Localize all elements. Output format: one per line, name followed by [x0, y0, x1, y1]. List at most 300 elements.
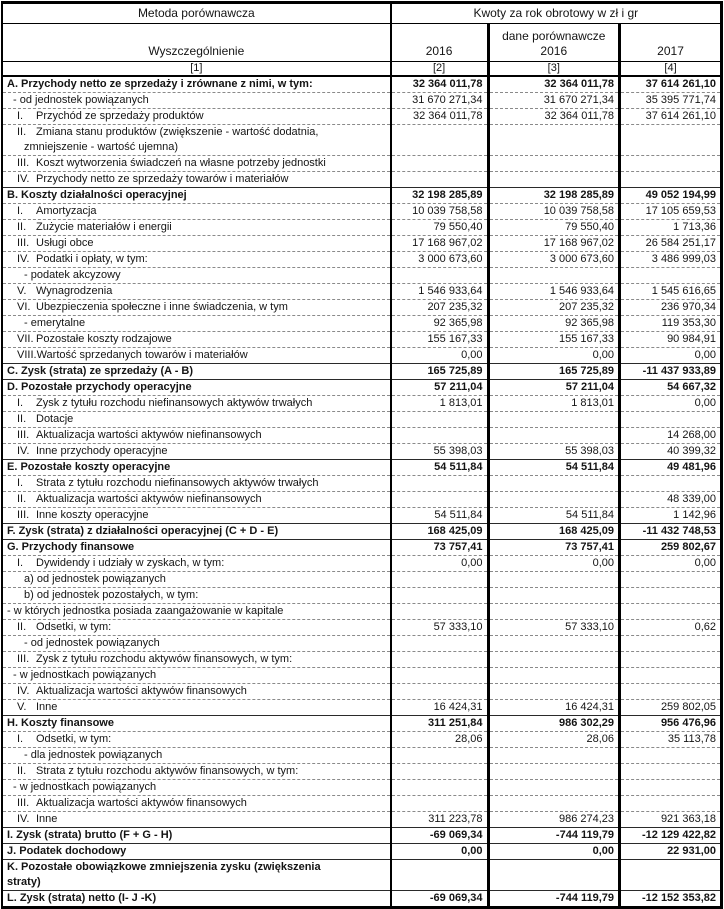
value-cell: 32 364 011,78	[391, 109, 488, 125]
value-cell: 1 813,01	[391, 396, 488, 412]
row-label-cell	[3, 604, 391, 620]
value-cell: 155 167,33	[391, 332, 488, 348]
row-label-text: Amortyzacja	[36, 205, 97, 217]
table-row	[3, 604, 720, 620]
value-cell: 986 274,23	[488, 812, 620, 828]
row-label-cell	[3, 556, 391, 572]
value-cell: 168 425,09	[391, 524, 488, 540]
row-numeral: VI.	[17, 301, 31, 313]
row-numeral: I.	[17, 557, 24, 569]
value-cell	[488, 780, 620, 796]
row-label-text: D. Pozostałe przychody operacyjne	[7, 381, 192, 393]
row-label-text: Strata z tytułu rozchodu niefinansowych aktywów trwałych	[36, 477, 319, 489]
table-row	[3, 93, 720, 109]
value-cell: 0,00	[391, 556, 488, 572]
table-row	[3, 236, 720, 252]
value-cell: -69 069,34	[391, 891, 488, 907]
row-label-cell	[3, 428, 391, 444]
value-cell: 0,00	[488, 556, 620, 572]
value-cell	[488, 668, 620, 684]
row-label-cell	[3, 636, 391, 652]
value-cell: -744 119,79	[488, 828, 620, 844]
row-label-cell	[3, 732, 391, 748]
row-label-cell	[3, 492, 391, 508]
row-label-text: Zysk z tytułu rozchodu niefinansowych aktywów trwałych	[36, 397, 313, 409]
row-numeral: IV.	[17, 813, 30, 825]
table-row	[3, 556, 720, 572]
row-label-cell	[3, 828, 391, 844]
value-cell: 79 550,40	[391, 220, 488, 236]
row-numeral: IV.	[17, 685, 30, 697]
row-label-text: Inne	[36, 701, 58, 713]
row-numeral: III.	[17, 237, 30, 249]
table-row	[3, 396, 720, 412]
row-label-cell	[3, 460, 391, 476]
value-cell: 311 223,78	[391, 812, 488, 828]
row-label-cell	[3, 796, 391, 812]
value-cell: 49 481,96	[620, 460, 720, 476]
row-label-cell	[3, 812, 391, 828]
table-row	[3, 252, 720, 268]
comparative-header-line2: 2016	[540, 44, 568, 58]
value-cell: 31 670 271,34	[488, 93, 620, 109]
value-cell: 16 424,31	[488, 700, 620, 716]
value-cell: 0,62	[620, 620, 720, 636]
value-cell: 1 546 933,64	[488, 284, 620, 300]
index-cell-1: [1]	[3, 62, 391, 77]
value-cell	[488, 796, 620, 812]
value-cell	[391, 636, 488, 652]
value-cell	[391, 125, 488, 156]
row-label-text: Podatki i opłaty, w tym:	[36, 253, 148, 265]
row-label-cell	[3, 364, 391, 380]
row-label-text: L. Zysk (strata) netto (I- J -K)	[7, 892, 157, 904]
row-label-cell	[3, 268, 391, 284]
row-numeral: III.	[17, 509, 30, 521]
value-cell: 73 757,41	[488, 540, 620, 556]
row-label-cell	[3, 396, 391, 412]
value-cell: 92 365,98	[391, 316, 488, 332]
value-cell	[391, 668, 488, 684]
value-cell	[391, 684, 488, 700]
row-label-cell	[3, 891, 391, 907]
row-label-text: Zużycie materiałów i energii	[36, 221, 172, 233]
row-label-text: G. Przychody finansowe	[7, 541, 135, 553]
value-cell	[488, 268, 620, 284]
value-cell	[391, 172, 488, 188]
row-label-text: - emerytalne	[24, 317, 86, 329]
row-numeral: III.	[17, 653, 30, 665]
value-cell	[488, 684, 620, 700]
value-cell	[620, 668, 720, 684]
value-cell: 165 725,89	[391, 364, 488, 380]
value-cell	[391, 764, 488, 780]
value-cell	[620, 780, 720, 796]
value-cell: 90 984,91	[620, 332, 720, 348]
table-row	[3, 684, 720, 700]
value-cell: 1 713,36	[620, 220, 720, 236]
row-numeral: V.	[17, 701, 27, 713]
value-cell	[620, 764, 720, 780]
value-cell: 49 052 194,99	[620, 188, 720, 204]
row-label-text: b) od jednostek pozostałych, w tym:	[24, 589, 199, 601]
value-cell	[620, 604, 720, 620]
table-row	[3, 412, 720, 428]
row-label-text: - od jednostek powiązanych	[24, 637, 160, 649]
table-row	[3, 716, 720, 732]
value-cell: 155 167,33	[488, 332, 620, 348]
value-cell: -11 432 748,53	[620, 524, 720, 540]
table-row	[3, 524, 720, 540]
row-label-text: Aktualizacja wartości aktywów niefinansowych	[36, 493, 262, 505]
row-numeral: VIII.	[17, 349, 37, 361]
row-numeral: IV.	[17, 173, 30, 185]
value-cell: 32 198 285,89	[488, 188, 620, 204]
table-row	[3, 540, 720, 556]
value-cell: 48 339,00	[620, 492, 720, 508]
value-cell: 22 931,00	[620, 844, 720, 860]
row-label-cell	[3, 508, 391, 524]
comparative-header-line1: dane porównawcze	[502, 29, 606, 43]
row-label-text: Ubezpieczenia społeczne i inne świadczenia, w tym	[36, 301, 288, 313]
value-cell: 57 211,04	[391, 380, 488, 396]
value-cell: 168 425,09	[488, 524, 620, 540]
row-label-text: - w jednostkach powiązanych	[13, 781, 157, 793]
value-cell: -744 119,79	[488, 891, 620, 907]
row-label-cell	[3, 348, 391, 364]
table-row	[3, 380, 720, 396]
row-label-cell	[3, 444, 391, 460]
row-label-cell	[3, 716, 391, 732]
value-cell	[391, 860, 488, 891]
row-label-text: Pozostałe koszty rodzajowe	[36, 333, 172, 345]
table-row	[3, 700, 720, 716]
table-row	[3, 844, 720, 860]
value-cell: 165 725,89	[488, 364, 620, 380]
value-cell	[488, 412, 620, 428]
row-label-cell	[3, 236, 391, 252]
value-cell	[488, 652, 620, 668]
table-row	[3, 364, 720, 380]
row-numeral: I.	[17, 110, 24, 122]
row-label-cell	[3, 109, 391, 125]
value-cell: -12 129 422,82	[620, 828, 720, 844]
row-numeral: II.	[17, 221, 27, 233]
row-numeral: III.	[17, 797, 30, 809]
row-numeral: I.	[17, 397, 24, 409]
row-numeral: III.	[17, 157, 30, 169]
row-numeral: VII.	[17, 333, 34, 345]
row-label-text: - podatek akcyzowy	[24, 269, 121, 281]
table-row	[3, 748, 720, 764]
row-label-text: Przychody netto ze sprzedaży towarów i materiałów	[36, 173, 289, 185]
header-row-indices	[3, 62, 720, 77]
row-label-text: Zysk z tytułu rozchodu aktywów finansowych, w tym:	[36, 653, 293, 665]
table-row	[3, 492, 720, 508]
value-cell: 17 168 967,02	[488, 236, 620, 252]
table-row	[3, 860, 720, 891]
value-cell: 57 333,10	[391, 620, 488, 636]
row-label-text: Aktualizacja wartości aktywów finansowych	[36, 797, 247, 809]
row-label-cell	[3, 620, 391, 636]
row-numeral: I.	[17, 205, 24, 217]
value-cell: 207 235,32	[488, 300, 620, 316]
profit-and-loss-table	[3, 4, 720, 906]
row-label-cell	[3, 700, 391, 716]
table-row	[3, 636, 720, 652]
value-cell: 31 670 271,34	[391, 93, 488, 109]
value-cell: 14 268,00	[620, 428, 720, 444]
value-cell	[488, 125, 620, 156]
table-row	[3, 652, 720, 668]
row-label-cell	[3, 684, 391, 700]
row-label-text: - w jednostkach powiązanych	[13, 669, 157, 681]
row-numeral: II.	[17, 493, 27, 505]
value-cell	[620, 588, 720, 604]
value-cell: 1 545 616,65	[620, 284, 720, 300]
value-cell: 73 757,41	[391, 540, 488, 556]
table-row	[3, 172, 720, 188]
value-cell: 28,06	[391, 732, 488, 748]
value-cell: 40 399,32	[620, 444, 720, 460]
index-cell-4: [4]	[620, 62, 720, 77]
row-numeral: II.	[17, 765, 27, 777]
value-cell	[620, 636, 720, 652]
value-cell: 0,00	[391, 348, 488, 364]
table-row	[3, 204, 720, 220]
table-row	[3, 891, 720, 907]
row-numeral: III.	[17, 429, 30, 441]
table-body	[3, 76, 720, 906]
header-row-method	[3, 4, 720, 24]
row-label-text: I. Zysk (strata) brutto (F + G - H)	[7, 829, 173, 841]
table-header	[3, 4, 720, 76]
table-row	[3, 156, 720, 172]
value-cell	[620, 860, 720, 891]
value-cell	[620, 652, 720, 668]
table-row	[3, 125, 720, 156]
row-label-cell	[3, 476, 391, 492]
row-label-text: - od jednostek powiązanych	[13, 94, 149, 106]
row-label-text: B. Koszty działalności operacyjnej	[7, 189, 187, 201]
row-label-text: Dywidendy i udziały w zyskach, w tym:	[36, 557, 225, 569]
value-cell: 16 424,31	[391, 700, 488, 716]
header-row-years	[3, 24, 720, 62]
index-cell-3: [3]	[488, 62, 620, 77]
value-cell: 259 802,67	[620, 540, 720, 556]
value-cell: 32 198 285,89	[391, 188, 488, 204]
value-cell	[488, 588, 620, 604]
value-cell: 1 546 933,64	[391, 284, 488, 300]
value-cell	[391, 412, 488, 428]
value-cell: 57 211,04	[488, 380, 620, 396]
row-label-text: Wynagrodzenia	[36, 285, 113, 297]
table-row	[3, 620, 720, 636]
value-cell: 55 398,03	[391, 444, 488, 460]
value-cell: 28,06	[488, 732, 620, 748]
specification-header-cell: Wyszczególnienie	[3, 24, 391, 62]
value-cell	[620, 156, 720, 172]
value-cell: 55 398,03	[488, 444, 620, 460]
value-cell	[391, 476, 488, 492]
row-label-cell	[3, 588, 391, 604]
value-cell: 32 364 011,78	[391, 76, 488, 93]
row-label-cell	[3, 652, 391, 668]
value-cell: 0,00	[488, 844, 620, 860]
value-cell: 54 511,84	[391, 508, 488, 524]
row-label-cell	[3, 844, 391, 860]
value-cell: 3 000 673,60	[391, 252, 488, 268]
row-label-cell	[3, 668, 391, 684]
table-row	[3, 796, 720, 812]
value-cell	[391, 156, 488, 172]
table-row	[3, 300, 720, 316]
value-cell	[488, 604, 620, 620]
value-cell: 3 000 673,60	[488, 252, 620, 268]
row-label-cell	[3, 188, 391, 204]
value-cell	[488, 492, 620, 508]
value-cell: 54 667,32	[620, 380, 720, 396]
table-row	[3, 780, 720, 796]
table-row	[3, 188, 720, 204]
row-label-text: Inne przychody operacyjne	[36, 445, 168, 457]
row-label-text: K. Pozostałe obowiązkowe zmniejszenia zysku (zwiększenia	[7, 861, 321, 873]
row-label-text: Inne koszty operacyjne	[36, 509, 149, 521]
row-label-line2: straty)	[7, 876, 41, 888]
table-row	[3, 444, 720, 460]
value-cell: 311 251,84	[391, 716, 488, 732]
row-label-cell	[3, 764, 391, 780]
row-label-cell	[3, 76, 391, 93]
value-cell: -12 152 353,82	[620, 891, 720, 907]
value-cell	[620, 172, 720, 188]
row-label-cell	[3, 300, 391, 316]
value-cell	[488, 860, 620, 891]
value-cell: -11 437 933,89	[620, 364, 720, 380]
row-label-line2: zmniejszenie - wartość ujemna)	[24, 141, 179, 153]
row-label-text: - dla jednostek powiązanych	[24, 749, 163, 761]
value-cell: 119 353,30	[620, 316, 720, 332]
row-label-cell	[3, 540, 391, 556]
row-numeral: I.	[17, 477, 24, 489]
value-cell	[391, 652, 488, 668]
row-numeral: IV.	[17, 253, 30, 265]
row-label-cell	[3, 284, 391, 300]
table-row	[3, 109, 720, 125]
row-label-text: Aktualizacja wartości aktywów niefinansowych	[36, 429, 262, 441]
value-cell: 32 364 011,78	[488, 109, 620, 125]
row-label-text: J. Podatek dochodowy	[7, 845, 127, 857]
row-label-text: E. Pozostałe koszty operacyjne	[7, 461, 171, 473]
value-cell: 10 039 758,58	[391, 204, 488, 220]
value-cell	[488, 156, 620, 172]
table-row	[3, 76, 720, 93]
row-label-cell	[3, 316, 391, 332]
table-row	[3, 460, 720, 476]
table-row	[3, 732, 720, 748]
value-cell: 0,00	[620, 396, 720, 412]
method-header-cell: Metoda porównawcza	[3, 4, 391, 24]
row-label-cell	[3, 220, 391, 236]
value-cell: 0,00	[620, 556, 720, 572]
table-row	[3, 812, 720, 828]
row-label-text: A. Przychody netto ze sprzedaży i zrównane z nimi, w tym:	[7, 78, 313, 90]
value-cell	[391, 428, 488, 444]
value-cell: 17 168 967,02	[391, 236, 488, 252]
table-row	[3, 668, 720, 684]
row-label-cell	[3, 860, 391, 891]
value-cell: 1 142,96	[620, 508, 720, 524]
row-label-cell	[3, 204, 391, 220]
value-cell: 17 105 659,53	[620, 204, 720, 220]
value-cell	[620, 572, 720, 588]
row-numeral: II.	[17, 621, 27, 633]
value-cell	[391, 588, 488, 604]
row-label-cell	[3, 572, 391, 588]
value-cell: 79 550,40	[488, 220, 620, 236]
row-label-text: F. Zysk (strata) z działalności operacyjnej (C + D - E)	[7, 525, 279, 537]
row-label-text: Odsetki, w tym:	[36, 621, 112, 633]
value-cell	[620, 684, 720, 700]
row-label-cell	[3, 252, 391, 268]
row-label-text: Inne	[36, 813, 58, 825]
row-numeral: I.	[17, 733, 24, 745]
row-label-cell	[3, 780, 391, 796]
value-cell	[488, 764, 620, 780]
value-cell: 0,00	[620, 348, 720, 364]
value-cell	[391, 780, 488, 796]
value-cell: 37 614 261,10	[620, 109, 720, 125]
row-label-text: H. Koszty finansowe	[7, 717, 114, 729]
year-2016-header-cell: 2016	[391, 24, 488, 62]
row-numeral: II.	[17, 126, 27, 138]
value-cell	[391, 748, 488, 764]
value-cell: 0,00	[488, 348, 620, 364]
value-cell	[488, 748, 620, 764]
table-row	[3, 284, 720, 300]
table-row	[3, 508, 720, 524]
table-row	[3, 588, 720, 604]
value-cell	[620, 476, 720, 492]
value-cell: 1 813,01	[488, 396, 620, 412]
value-cell	[488, 476, 620, 492]
row-label-text: Aktualizacja wartości aktywów finansowych	[36, 685, 247, 697]
comparative-2016-header-cell	[488, 24, 620, 62]
value-cell	[488, 172, 620, 188]
table-row	[3, 268, 720, 284]
value-cell: 26 584 251,17	[620, 236, 720, 252]
row-label-text: - w których jednostka posiada zaangażowanie w kapitale	[7, 605, 284, 617]
row-label-cell	[3, 332, 391, 348]
value-cell: 10 039 758,58	[488, 204, 620, 220]
value-cell	[488, 636, 620, 652]
row-label-text: Dotacje	[36, 413, 74, 425]
value-cell: 57 333,10	[488, 620, 620, 636]
value-cell	[620, 748, 720, 764]
row-label-cell	[3, 412, 391, 428]
value-cell	[391, 268, 488, 284]
table-row	[3, 332, 720, 348]
row-label-text: a) od jednostek powiązanych	[24, 573, 166, 585]
row-label-cell	[3, 524, 391, 540]
row-label-cell	[3, 380, 391, 396]
row-numeral: II.	[17, 413, 27, 425]
value-cell: 0,00	[391, 844, 488, 860]
value-cell	[391, 492, 488, 508]
row-label-text: Koszt wytworzenia świadczeń na własne potrzeby jednostki	[36, 157, 326, 169]
value-cell	[488, 428, 620, 444]
value-cell: -69 069,34	[391, 828, 488, 844]
